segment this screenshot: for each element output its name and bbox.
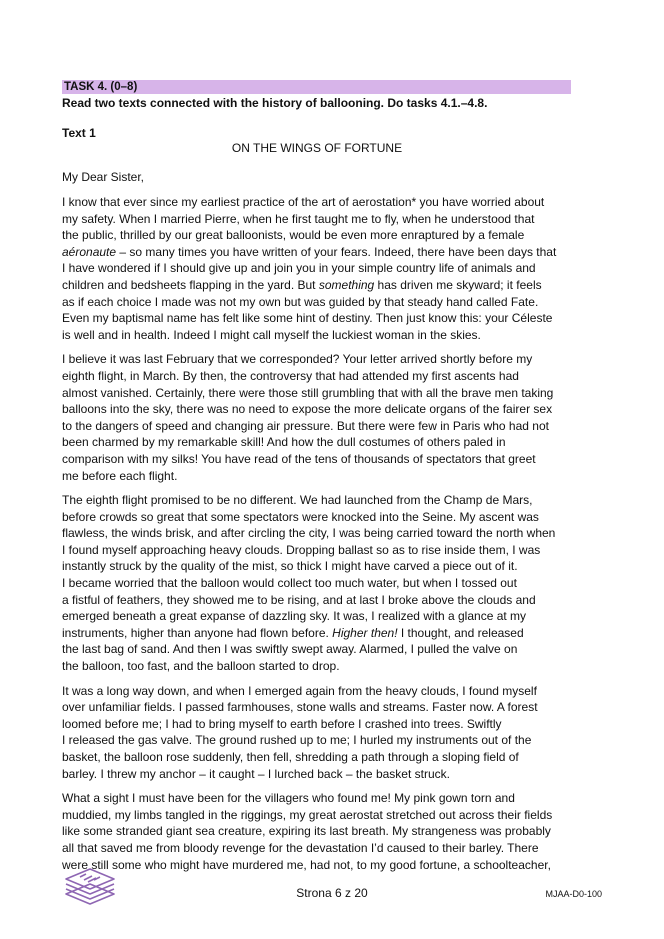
text-line: the public, thrilled by our great balloonists, would be even more enraptured by a female [62,228,525,243]
text-line: loomed before me; I had to bring myself to earth before I crashed into trees. Swiftly [62,716,502,731]
text-line: my safety. When I married Pierre, when he first taught me to fly, when he understood that [62,211,535,226]
text-line: It was a long way down, and when I emerged again from the heavy clouds, I found myself [62,683,537,698]
italic-text: aéronaute [62,244,117,259]
italic-text: Higher then! [332,625,398,640]
text-line: the last bag of sand. And then I was swiftly swept away. Alarmed, I pulled the valve on [62,642,518,657]
text-segment: instruments, higher than anyone had flown before. [62,625,333,640]
text-line: as if each choice I made was not my own but was guided by that steady hand called Fate. [62,294,539,309]
text-segment: children and bedsheets flapping in the yard. But [62,277,319,292]
text-line: before crowds so great that some spectators were knocked into the Seine. My ascent was [62,509,539,524]
italic-text: something [318,277,375,292]
text-line: is well and in health. Indeed I might call myself the luckiest woman in the skies. [62,327,481,342]
text-line: I have wondered if I should give up and join you in your simple country life of animals and [62,261,536,276]
text-line: to the dangers of speed and changing air pressure. But there were few in Paris who had not [62,418,549,433]
text-line: What a sight I must have been for the villagers who found me! My pink gown torn and [62,791,515,806]
text-segment: has driven me skyward; it feels [374,277,542,292]
text-line: like some stranded giant sea creature, expiring its last breath. My strangeness was probably [62,824,551,839]
text-line: eighth flight, in March. By then, the controversy that had attended my first ascents had [62,368,519,383]
task-heading: TASK 4. (0–8) [62,80,571,94]
text-title: ON THE WINGS OF FORTUNE [231,141,403,155]
text-label: Text 1 [62,126,96,140]
text-line: balloons into the sky, there was no need to expose the more delicate organs of the fairer sex [62,402,553,417]
letter-paragraphs [62,194,574,873]
task-instruction: Read two texts connected with the history of ballooning. Do tasks 4.1.–4.8. [62,96,488,110]
text-line: flawless, the winds brisk, and after circling the city, I was being carried toward the north when [62,526,556,541]
text-segment: I thought, and released [397,625,524,640]
paragraph [62,790,574,873]
text-line: all that saved me from bloody revenge for the devastation I’d caused to their barley. There [62,840,539,855]
text-line: almost vanished. Certainly, there were those still grumbling that with all the brave men taking [62,385,554,400]
text-line: basket, the balloon rose suddenly, then fell, shredding a path through a sloping field of [62,750,519,764]
letter-body [62,169,574,881]
text-segment: – so many times you have written of your fears. Indeed, there have been days that [116,244,557,259]
text-line: muddied, my limbs tangled in the riggings, my great aerostat stretched out across their fields [62,807,553,822]
text-line: I believe it was last February that we corresponded? Your letter arrived shortly before my [62,352,533,367]
paragraph [62,351,574,484]
text-line: a fistful of feathers, they showed me to be rising, and at last I broke above the clouds and [62,592,536,607]
paragraph [62,683,574,783]
text-line: barley. I threw my anchor – it caught – I lurched back – the basket struck. [62,766,450,781]
exam-code: MJAA-D0-100 [545,889,602,899]
text-line: the balloon, too fast, and the balloon started to drop. [62,659,340,674]
text-line: been charmed by my remarkable skill! And how the dull costumes of others paled in [62,435,506,450]
text-line: I know that ever since my earliest practice of the art of aerostation* you have worried about [62,195,545,209]
text-line: I found myself approaching heavy clouds. Dropping ballast so as to rise inside them, I was [62,542,541,557]
text-line [62,625,574,642]
text-line: instantly struck by the quality of the mist, so thick I might have carved a piece out of it. [62,559,518,574]
text-line: The eighth flight promised to be no different. We had launched from the Champ de Mars, [62,493,533,508]
text-line [62,277,574,294]
salutation: My Dear Sister, [62,170,145,184]
text-line: emerged beneath a great expanse of dazzling sky. It was, I realized with a glance at my [62,609,527,624]
text-line: me before each flight. [62,468,178,483]
text-line: over unfamiliar fields. I passed farmhouses, stone walls and streams. Faster now. A forest [62,700,538,715]
page-number: Strona 6 z 20 [296,886,368,900]
text-line: I released the gas valve. The ground rushed up to me; I hurled my instruments out of the [62,733,532,748]
paragraph [62,194,574,343]
text-line: I became worried that the balloon would collect too much water, but when I tossed out [62,576,517,591]
paragraph [62,492,574,675]
text-line: were still some who might have murdered me, had not, to my good fortune, a schoolteacher, [62,857,551,872]
text-line: comparison with my silks! You have read of the tens of thousands of spectators that greet [62,451,536,466]
text-line: Even my baptismal name has felt like some hint of destiny. Then just know this: your Céleste [62,311,553,326]
text-line [62,244,574,261]
